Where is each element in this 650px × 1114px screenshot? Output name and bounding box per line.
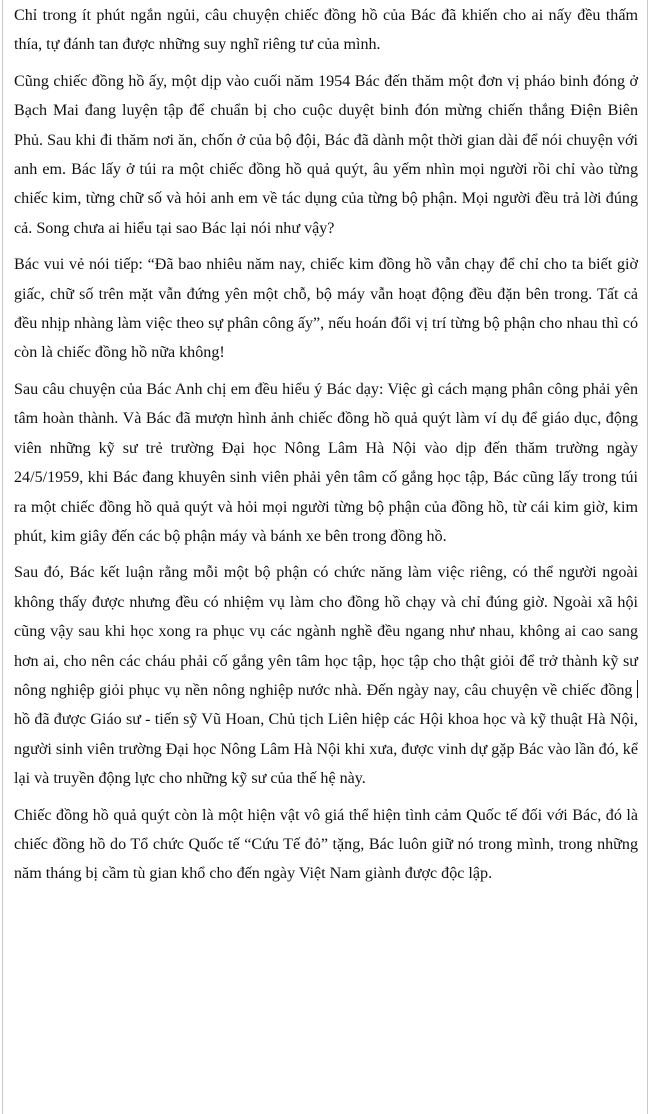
paragraph-6: Chiếc đồng hồ quả quýt còn là một hiện vật vô giá thể hiện tình cảm Quốc tế đối với Bác, đó là chiếc đồng hồ do Tổ chức Quốc tế “Cứu Tế đỏ” tặng, Bác luôn giữ nó trong mình, trong những năm tháng bị cầm tù gian khổ cho đến ngày Việt Nam giành được độc lập. — [14, 806, 638, 883]
paragraph-3: Bác vui vẻ nói tiếp: “Đã bao nhiêu năm nay, chiếc kim đồng hồ vẫn chạy để chỉ cho ta biết giờ giấc, chữ số trên mặt vẫn đứng yên một chỗ, bộ máy vẫn hoạt động đều đặn bên trong. Tất cả đều nhịp nhàng làm việc theo sự phân công ấy”, nếu hoán đổi vị trí từng bộ phận cho nhau thì có còn là chiếc đồng hồ nữa không! — [14, 256, 638, 362]
paragraph-1: Chỉ trong ít phút ngắn ngủi, câu chuyện chiếc đồng hồ của Bác đã khiến cho ai nấy đều thấm thía, tự đánh tan được những suy nghĩ riêng tư của mình. — [14, 7, 638, 54]
page-left-border — [2, 0, 3, 1114]
text-cursor — [637, 680, 638, 698]
page-right-border — [647, 0, 648, 1114]
paragraph-4: Sau câu chuyện của Bác Anh chị em đều hiểu ý Bác dạy: Việc gì cách mạng phân công phải yên tâm hoàn thành. Và Bác đã mượn hình ảnh chiếc đồng hồ quả quýt làm ví dụ để giáo dục, động viên những kỹ sư trẻ trường Đại học Nông Lâm Hà Nội vào dịp đến thăm trường ngày 24/5/1959, khi Bác đang khuyên sinh viên phải yên tâm cố gắng học tập, Bác cũng lấy trong túi ra một chiếc đồng hồ quả quýt và hỏi mọi người từng bộ phận của đồng hồ, từ cái kim giờ, kim phút, kim giây đến các bộ phận máy và bánh xe bên trong đồng hồ. — [14, 380, 638, 545]
paragraph-5-text-after-cursor: hồ đã được Giáo sư - tiến sỹ Vũ Hoan, Chủ tịch Liên hiệp các Hội khoa học và kỹ thuật Hà Nội, người sinh viên trường Đại học Nông Lâm Hà Nội khi xưa, được vinh dự gặp Bác vào lần đó, kể lại và truyền động lực cho những kỹ sư của thế hệ này. — [14, 711, 638, 788]
paragraph-2: Cũng chiếc đồng hồ ấy, một dịp vào cuối năm 1954 Bác đến thăm một đơn vị pháo binh đóng ở Bạch Mai đang luyện tập để chuẩn bị cho cuộc duyệt binh đón mừng chiến thắng Điện Biên Phủ. Sau khi đi thăm nơi ăn, chốn ở của bộ đội, Bác đã dành một thời gian dài để nói chuyện với anh em. Bác lấy ở túi ra một chiếc đồng hồ quả quýt, âu yếm nhìn mọi người rồi chỉ vào từng chiếc kim, từng chữ số và hỏi anh em về tác dụng của từng bộ phận. Mọi người đều trả lời đúng cả. Song chưa ai hiểu tại sao Bác lại nói như vậy? — [14, 72, 638, 237]
document-body[interactable] — [14, 0, 638, 896]
paragraph-5-text-before-cursor: Sau đó, Bác kết luận rằng mỗi một bộ phận có chức năng làm việc riêng, có thể người ngoài không thấy được nhưng đều có nhiệm vụ làm cho đồng hồ chạy và chỉ đúng giờ. Ngoài xã hội cũng vậy sau khi học xong ra phục vụ các ngành nghề đều ngang như nhau, không ai cao sang hơn ai, cho nên các cháu phải cố gắng yên tâm học tập, học tập cho thật giỏi để trở thành kỹ sư nông nghiệp giỏi phục vụ nền nông nghiệp nước nhà. Đến ngày nay, câu chuyện về chiếc đồng — [14, 564, 638, 699]
paragraph-5 — [14, 558, 638, 793]
